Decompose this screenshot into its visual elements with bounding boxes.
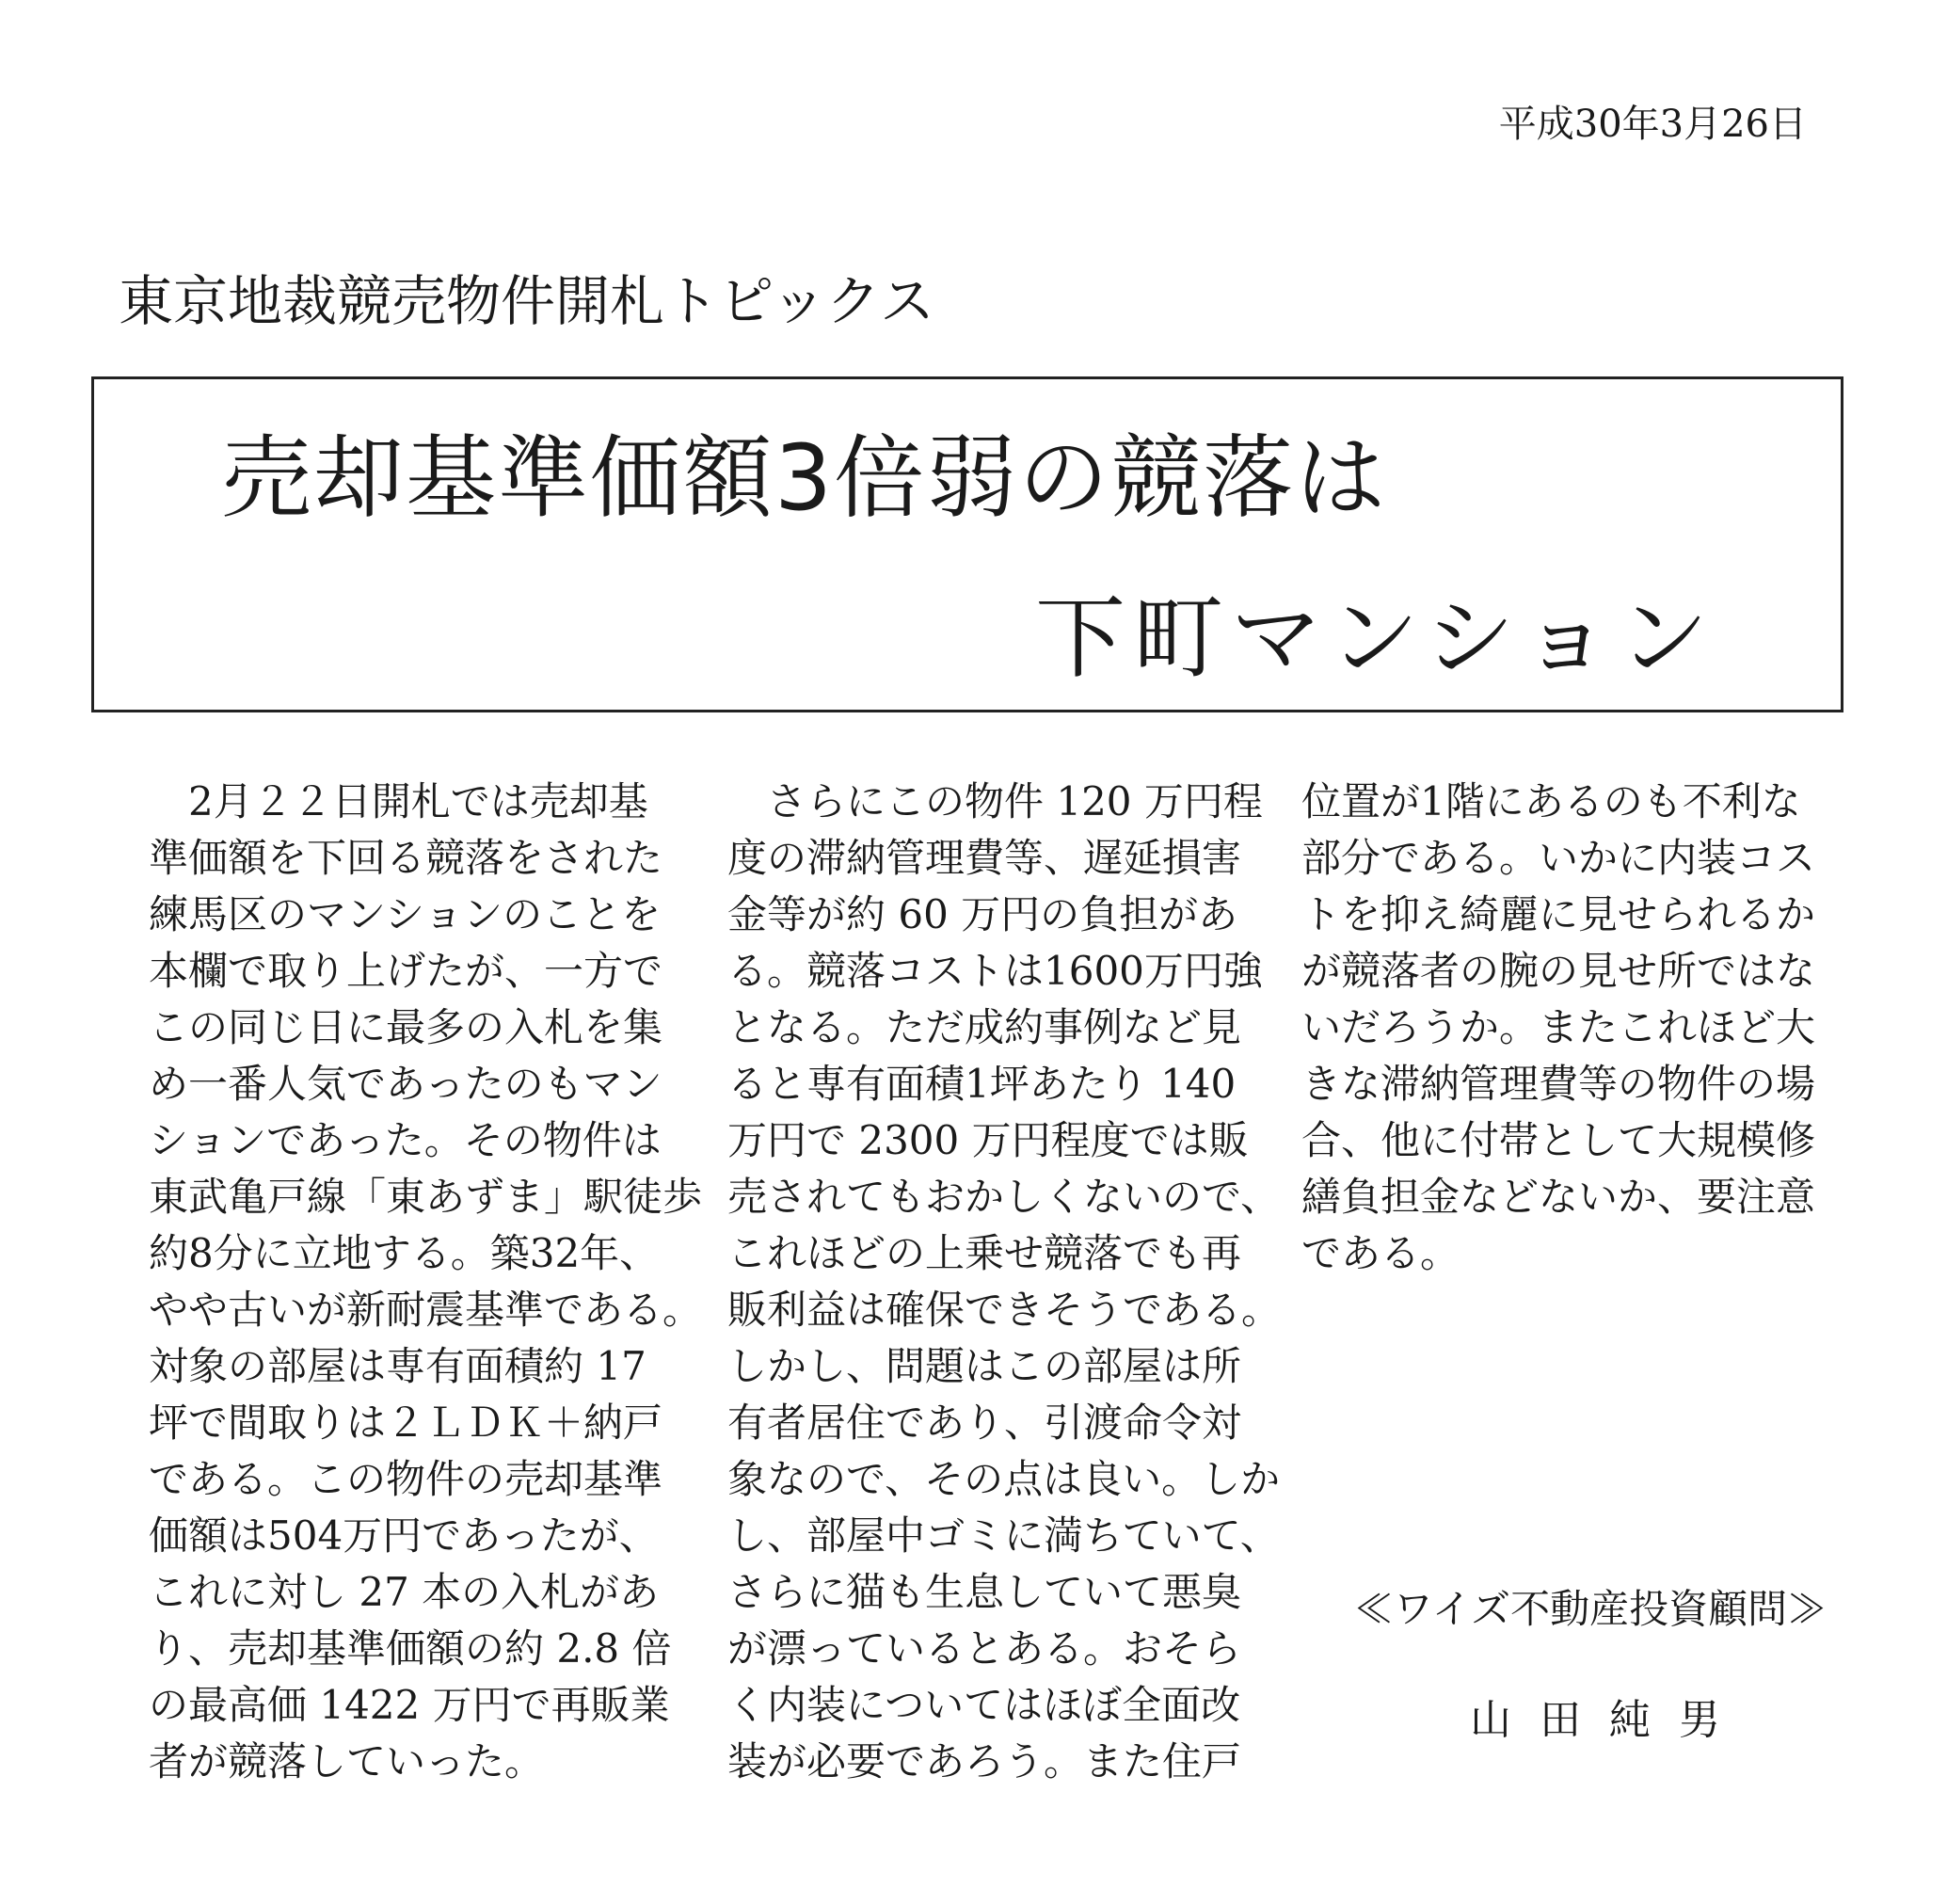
section-title: 東京地裁競売物件開札トピックス: [119, 269, 935, 333]
text-line: 金等が約 60 万円の負担があ: [727, 891, 1238, 937]
text-line: め一番人気であったのもマン: [149, 1061, 662, 1107]
text-line: く内装についてはほぼ全面改: [727, 1682, 1241, 1728]
text-line: 販利益は確保できそうである。: [727, 1287, 1282, 1333]
text-line: やや古いが新耐震基準である。: [149, 1287, 703, 1333]
publication-date: 平成30年3月26日: [1498, 103, 1807, 146]
text-line: 練馬区のマンションのことを: [149, 891, 662, 937]
text-line: 象なので、その点は良い。しか: [727, 1456, 1281, 1502]
headline-line-2: 下町マンション: [1035, 585, 1716, 691]
text-line: し、部屋中ゴミに満ちていて、: [727, 1512, 1280, 1559]
text-line: 2月２２日開札では売却基: [149, 778, 648, 824]
text-line: きな滞納管理費等の物件の場: [1301, 1061, 1816, 1107]
text-line: ると専有面積1坪あたり 140: [727, 1061, 1237, 1107]
text-line: これほどの上乗せ競落でも再: [727, 1230, 1242, 1276]
article-column-3: [1301, 774, 1838, 1282]
text-line: である。: [1301, 1230, 1460, 1276]
text-line: 有者居住であり、引渡命令対: [727, 1400, 1242, 1446]
text-line: 坪で間取りは２ＬＤＫ＋納戸: [149, 1400, 663, 1446]
text-line: となる。ただ成約事例など見: [727, 1004, 1242, 1050]
text-line: である。この物件の売却基準: [149, 1456, 663, 1502]
organization-name: ≪ワイズ不動産投資顧問≫: [1353, 1586, 1827, 1632]
text-line: 約8分に立地する。築32年、: [149, 1230, 660, 1276]
headline-box: [91, 376, 1843, 712]
text-line: 繕負担金などないか、要注意: [1301, 1174, 1816, 1220]
text-line: 価額は504万円であったが、: [149, 1512, 659, 1559]
text-line: しかし、問題はこの部屋は所: [727, 1343, 1242, 1389]
text-line: 部分である。いかに内装コス: [1301, 835, 1816, 881]
headline-line-1: 売却基準価額3倍弱の競落は: [221, 425, 1388, 531]
text-line: これに対し 27 本の入札があ: [149, 1569, 660, 1615]
text-line: が競落者の腕の見せ所ではな: [1301, 948, 1816, 994]
text-line: 装が必要であろう。また住戸: [727, 1738, 1242, 1784]
text-line: 本欄で取り上げたが、一方で: [149, 948, 663, 994]
text-line: 位置が1階にあるのも不利な: [1301, 778, 1801, 824]
text-line: 合、他に付帯として大規模修: [1301, 1117, 1816, 1163]
text-line: 東武亀戸線「東あずま」駅徒歩: [149, 1174, 703, 1220]
text-line: 者が競落していった。: [149, 1738, 545, 1784]
text-line: る。競落コストは1600万円強: [727, 948, 1263, 994]
article-column-2: [727, 774, 1282, 1790]
text-line: り、売却基準価額の約 2.8 倍: [149, 1625, 672, 1672]
text-line: いだろうか。またこれほど大: [1301, 1004, 1816, 1050]
author-name: 山田純男: [1470, 1696, 1748, 1744]
text-line: さらに猫も生息していて悪臭: [727, 1569, 1242, 1615]
text-line: ションであった。その物件は: [149, 1117, 662, 1163]
text-line: が漂っているとある。おそら: [727, 1625, 1242, 1672]
text-line: 準価額を下回る競落をされた: [149, 835, 663, 881]
text-line: この同じ日に最多の入札を集: [149, 1004, 663, 1050]
text-line: 万円で 2300 万円程度では販: [727, 1117, 1249, 1163]
text-line: 度の滞納管理費等、遅延損害: [727, 835, 1242, 881]
text-line: 対象の部屋は専有面積約 17: [149, 1343, 646, 1389]
article-column-1: [149, 774, 703, 1790]
text-line: の最高価 1422 万円で再販業: [149, 1682, 670, 1728]
text-line: さらにこの物件 120 万円程: [727, 778, 1263, 824]
text-line: 売されてもおかしくないので、: [727, 1174, 1281, 1220]
text-line: トを抑え綺麗に見せられるか: [1301, 891, 1816, 937]
